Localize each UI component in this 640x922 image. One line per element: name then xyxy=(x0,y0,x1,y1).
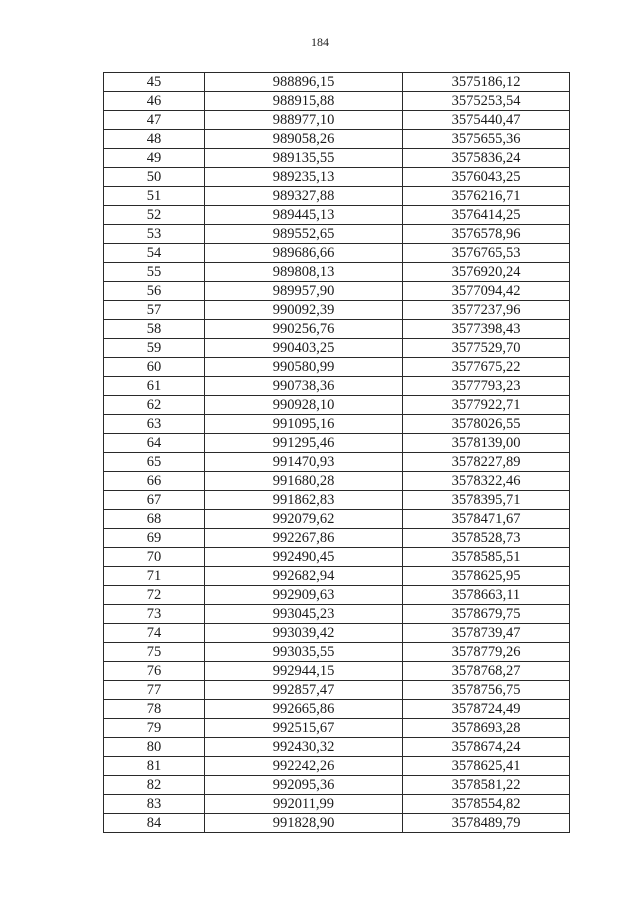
point-number-cell: 69 xyxy=(104,529,205,548)
y-coordinate-cell: 3578554,82 xyxy=(403,795,570,814)
y-coordinate-cell: 3578139,00 xyxy=(403,434,570,453)
x-coordinate-cell: 989135,55 xyxy=(205,149,403,168)
point-number-cell: 61 xyxy=(104,377,205,396)
point-number-cell: 55 xyxy=(104,263,205,282)
table-row xyxy=(104,92,570,111)
point-number-cell: 56 xyxy=(104,282,205,301)
y-coordinate-cell: 3577237,96 xyxy=(403,301,570,320)
y-coordinate-cell: 3578663,11 xyxy=(403,586,570,605)
y-coordinate-cell: 3576414,25 xyxy=(403,206,570,225)
table-row xyxy=(104,263,570,282)
y-coordinate-cell: 3578528,73 xyxy=(403,529,570,548)
table-row xyxy=(104,187,570,206)
y-coordinate-cell: 3577094,42 xyxy=(403,282,570,301)
y-coordinate-cell: 3577398,43 xyxy=(403,320,570,339)
table-row xyxy=(104,738,570,757)
y-coordinate-cell: 3577529,70 xyxy=(403,339,570,358)
point-number-cell: 83 xyxy=(104,795,205,814)
table-row xyxy=(104,339,570,358)
point-number-cell: 74 xyxy=(104,624,205,643)
point-number-cell: 66 xyxy=(104,472,205,491)
y-coordinate-cell: 3576043,25 xyxy=(403,168,570,187)
point-number-cell: 68 xyxy=(104,510,205,529)
table-row xyxy=(104,320,570,339)
point-number-cell: 59 xyxy=(104,339,205,358)
table-row xyxy=(104,244,570,263)
table-row xyxy=(104,491,570,510)
y-coordinate-cell: 3576216,71 xyxy=(403,187,570,206)
table-row xyxy=(104,73,570,92)
x-coordinate-cell: 992079,62 xyxy=(205,510,403,529)
point-number-cell: 73 xyxy=(104,605,205,624)
y-coordinate-cell: 3576765,53 xyxy=(403,244,570,263)
x-coordinate-cell: 990403,25 xyxy=(205,339,403,358)
x-coordinate-cell: 990256,76 xyxy=(205,320,403,339)
coordinates-table xyxy=(103,72,570,833)
point-number-cell: 72 xyxy=(104,586,205,605)
point-number-cell: 54 xyxy=(104,244,205,263)
y-coordinate-cell: 3577922,71 xyxy=(403,396,570,415)
y-coordinate-cell: 3578489,79 xyxy=(403,814,570,833)
point-number-cell: 45 xyxy=(104,73,205,92)
coordinates-table-body xyxy=(104,73,570,833)
x-coordinate-cell: 992095,36 xyxy=(205,776,403,795)
y-coordinate-cell: 3578471,67 xyxy=(403,510,570,529)
x-coordinate-cell: 991295,46 xyxy=(205,434,403,453)
table-row xyxy=(104,358,570,377)
table-row xyxy=(104,396,570,415)
x-coordinate-cell: 990092,39 xyxy=(205,301,403,320)
table-row xyxy=(104,282,570,301)
x-coordinate-cell: 992515,67 xyxy=(205,719,403,738)
y-coordinate-cell: 3575655,36 xyxy=(403,130,570,149)
table-row xyxy=(104,586,570,605)
point-number-cell: 81 xyxy=(104,757,205,776)
table-row xyxy=(104,776,570,795)
x-coordinate-cell: 991680,28 xyxy=(205,472,403,491)
table-row xyxy=(104,301,570,320)
x-coordinate-cell: 989957,90 xyxy=(205,282,403,301)
table-row xyxy=(104,111,570,130)
y-coordinate-cell: 3578585,51 xyxy=(403,548,570,567)
y-coordinate-cell: 3578779,26 xyxy=(403,643,570,662)
x-coordinate-cell: 988977,10 xyxy=(205,111,403,130)
x-coordinate-cell: 993035,55 xyxy=(205,643,403,662)
point-number-cell: 80 xyxy=(104,738,205,757)
point-number-cell: 84 xyxy=(104,814,205,833)
y-coordinate-cell: 3576578,96 xyxy=(403,225,570,244)
y-coordinate-cell: 3575186,12 xyxy=(403,73,570,92)
y-coordinate-cell: 3575440,47 xyxy=(403,111,570,130)
y-coordinate-cell: 3578724,49 xyxy=(403,700,570,719)
page-number: 184 xyxy=(311,35,329,49)
point-number-cell: 64 xyxy=(104,434,205,453)
x-coordinate-cell: 991470,93 xyxy=(205,453,403,472)
x-coordinate-cell: 991862,83 xyxy=(205,491,403,510)
point-number-cell: 50 xyxy=(104,168,205,187)
table-row xyxy=(104,681,570,700)
x-coordinate-cell: 990580,99 xyxy=(205,358,403,377)
y-coordinate-cell: 3578581,22 xyxy=(403,776,570,795)
point-number-cell: 78 xyxy=(104,700,205,719)
y-coordinate-cell: 3577793,23 xyxy=(403,377,570,396)
point-number-cell: 47 xyxy=(104,111,205,130)
x-coordinate-cell: 992011,99 xyxy=(205,795,403,814)
y-coordinate-cell: 3577675,22 xyxy=(403,358,570,377)
x-coordinate-cell: 993039,42 xyxy=(205,624,403,643)
point-number-cell: 62 xyxy=(104,396,205,415)
point-number-cell: 71 xyxy=(104,567,205,586)
y-coordinate-cell: 3578395,71 xyxy=(403,491,570,510)
point-number-cell: 77 xyxy=(104,681,205,700)
table-row xyxy=(104,168,570,187)
x-coordinate-cell: 989327,88 xyxy=(205,187,403,206)
y-coordinate-cell: 3575253,54 xyxy=(403,92,570,111)
table-row xyxy=(104,643,570,662)
table-row xyxy=(104,415,570,434)
table-row xyxy=(104,453,570,472)
x-coordinate-cell: 992430,32 xyxy=(205,738,403,757)
x-coordinate-cell: 992267,86 xyxy=(205,529,403,548)
table-row xyxy=(104,548,570,567)
table-row xyxy=(104,434,570,453)
y-coordinate-cell: 3578679,75 xyxy=(403,605,570,624)
point-number-cell: 49 xyxy=(104,149,205,168)
y-coordinate-cell: 3578322,46 xyxy=(403,472,570,491)
point-number-cell: 82 xyxy=(104,776,205,795)
point-number-cell: 52 xyxy=(104,206,205,225)
x-coordinate-cell: 989686,66 xyxy=(205,244,403,263)
point-number-cell: 79 xyxy=(104,719,205,738)
point-number-cell: 75 xyxy=(104,643,205,662)
table-row xyxy=(104,795,570,814)
table-row xyxy=(104,757,570,776)
x-coordinate-cell: 992490,45 xyxy=(205,548,403,567)
y-coordinate-cell: 3578693,28 xyxy=(403,719,570,738)
point-number-cell: 76 xyxy=(104,662,205,681)
point-number-cell: 65 xyxy=(104,453,205,472)
x-coordinate-cell: 993045,23 xyxy=(205,605,403,624)
x-coordinate-cell: 989552,65 xyxy=(205,225,403,244)
point-number-cell: 63 xyxy=(104,415,205,434)
table-row xyxy=(104,814,570,833)
x-coordinate-cell: 988896,15 xyxy=(205,73,403,92)
table-row xyxy=(104,206,570,225)
table-row xyxy=(104,567,570,586)
x-coordinate-cell: 991095,16 xyxy=(205,415,403,434)
x-coordinate-cell: 992909,63 xyxy=(205,586,403,605)
x-coordinate-cell: 992665,86 xyxy=(205,700,403,719)
point-number-cell: 53 xyxy=(104,225,205,244)
table-row xyxy=(104,149,570,168)
point-number-cell: 60 xyxy=(104,358,205,377)
y-coordinate-cell: 3575836,24 xyxy=(403,149,570,168)
y-coordinate-cell: 3576920,24 xyxy=(403,263,570,282)
point-number-cell: 70 xyxy=(104,548,205,567)
y-coordinate-cell: 3578739,47 xyxy=(403,624,570,643)
x-coordinate-cell: 990738,36 xyxy=(205,377,403,396)
y-coordinate-cell: 3578674,24 xyxy=(403,738,570,757)
y-coordinate-cell: 3578227,89 xyxy=(403,453,570,472)
point-number-cell: 67 xyxy=(104,491,205,510)
point-number-cell: 46 xyxy=(104,92,205,111)
x-coordinate-cell: 990928,10 xyxy=(205,396,403,415)
x-coordinate-cell: 988915,88 xyxy=(205,92,403,111)
x-coordinate-cell: 991828,90 xyxy=(205,814,403,833)
x-coordinate-cell: 992857,47 xyxy=(205,681,403,700)
x-coordinate-cell: 989235,13 xyxy=(205,168,403,187)
table-row xyxy=(104,225,570,244)
table-row xyxy=(104,529,570,548)
y-coordinate-cell: 3578625,95 xyxy=(403,567,570,586)
point-number-cell: 51 xyxy=(104,187,205,206)
y-coordinate-cell: 3578768,27 xyxy=(403,662,570,681)
table-row xyxy=(104,700,570,719)
x-coordinate-cell: 989808,13 xyxy=(205,263,403,282)
table-row xyxy=(104,130,570,149)
x-coordinate-cell: 989445,13 xyxy=(205,206,403,225)
table-row xyxy=(104,624,570,643)
x-coordinate-cell: 992242,26 xyxy=(205,757,403,776)
x-coordinate-cell: 992944,15 xyxy=(205,662,403,681)
y-coordinate-cell: 3578756,75 xyxy=(403,681,570,700)
table-row xyxy=(104,510,570,529)
point-number-cell: 58 xyxy=(104,320,205,339)
point-number-cell: 57 xyxy=(104,301,205,320)
table-row xyxy=(104,719,570,738)
table-row xyxy=(104,377,570,396)
table-row xyxy=(104,662,570,681)
x-coordinate-cell: 989058,26 xyxy=(205,130,403,149)
table-row xyxy=(104,472,570,491)
point-number-cell: 48 xyxy=(104,130,205,149)
y-coordinate-cell: 3578026,55 xyxy=(403,415,570,434)
table-row xyxy=(104,605,570,624)
y-coordinate-cell: 3578625,41 xyxy=(403,757,570,776)
x-coordinate-cell: 992682,94 xyxy=(205,567,403,586)
